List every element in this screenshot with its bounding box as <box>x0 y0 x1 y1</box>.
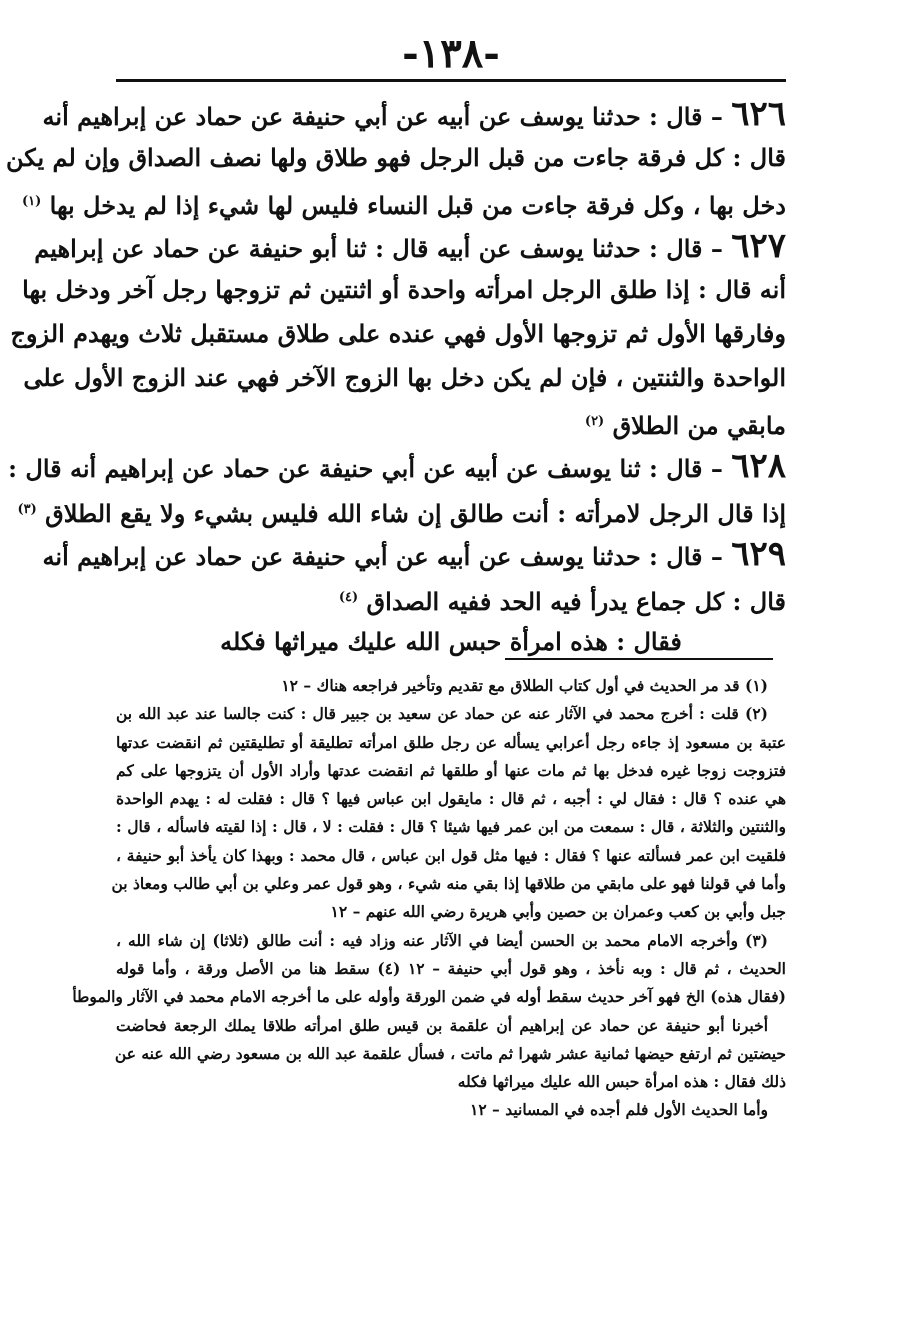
footnote-line: وأما في قولنا فهو على مابقي من طلاقها إذا بقي منه شيء ، وهو قول عمر وعلي بن أبي طالب ومعاذ بن <box>111 874 786 894</box>
hadith-number: ٦٢٨ <box>731 446 786 486</box>
hadith-number: ٦٢٧ <box>731 226 786 266</box>
footnote-rule <box>505 658 773 660</box>
footnote-line: فلقيت ابن عمر فسألته عنها ؟ فقال : فيها مثل قول ابن عباس ، قال محمد : وبهذا كان يأخذ أبو حنيفة ، <box>116 845 786 865</box>
hadith-626-line-1 <box>42 92 786 136</box>
hadith-629-line-2 <box>116 576 786 620</box>
footnote-line: فتزوجت زوجا غيره فدخل بها ثم مات عنها أو طلقها ثم انقضت عدتها وأراد الأول أن يتزوجها على كم <box>116 760 786 780</box>
hadith-628-line-1 <box>8 444 786 488</box>
footnote-marker: (٣) <box>17 502 37 517</box>
hadith-text: دخل بها ، وكل فرقة جاءت من قبل النساء فليس لها شيء إذا لم يدخل بها <box>49 191 786 220</box>
hadith-626-line-3 <box>21 180 786 224</box>
hadith-628-line-2 <box>17 488 786 532</box>
hadith-text: إذا قال الرجل لامرأته : أنت طالق إن شاء الله فليس بشيء ولا يقع الطلاق <box>45 499 786 528</box>
footnote-line: الحديث ، ثم قال : وبه نأخذ ، وهو قول أبي حنيفة – ١٢ (٤) سقط هنا من الأصل ورقة ، وأما قوله <box>116 958 786 978</box>
closing-line: فقال : هذه امرأة حبس الله عليك ميراثها فكله <box>220 627 682 656</box>
hadith-text: – قال : حدثنا يوسف عن أبيه عن أبي حنيفة عن حماد عن إبراهيم أنه <box>42 102 723 131</box>
footnote-line: ذلك فقال : هذه امرأة حبس الله عليك ميراثها فكله <box>457 1072 786 1092</box>
hadith-627-line-2: أنه قال : إذا طلق الرجل امرأته واحدة أو اثنتين ثم تزوجها رجل آخر ودخل بها <box>22 275 786 304</box>
main-text <box>6 92 786 664</box>
footnote-line: حيضتين ثم ارتفع حيضها ثمانية عشر شهرا ثم ماتت ، فسأل علقمة عبد الله بن مسعود رضي الله عنه عن <box>114 1043 786 1063</box>
footnote-line: هي عنده ؟ قال : فقال لي : أجبه ، ثم قال : مايقول ابن عباس فيها ؟ قال : فقلت له : يهدم الواحدة <box>116 789 786 809</box>
header-rule <box>116 79 786 82</box>
hadith-text: مابقي من الطلاق <box>612 411 786 440</box>
footnotes <box>72 672 786 1125</box>
footnote-line: (١) قد مر الحديث في أول كتاب الطلاق مع تقديم وتأخير فراجعه هناك – ١٢ <box>281 676 768 695</box>
footnote-line: (٣) وأخرجه الامام محمد بن الحسن أيضا في الآثار عنه وزاد فيه : أنت طالق (ثلاثا) إن شاء الله ، <box>116 930 768 950</box>
hadith-626-line-2: قال : كل فرقة جاءت من قبل الرجل فهو طلاق ولها نصف الصداق وإن لم يكن <box>6 143 786 172</box>
footnote-line: وأما الحديث الأول فلم أجده في المسانيد – ١٢ <box>470 1100 768 1120</box>
footnote-line: جبل وأبي بن كعب وعمران بن حصين وأبي هريرة رضي الله عنهم – ١٢ <box>330 902 786 922</box>
footnote-line: (٢) قلت : أخرج محمد في الآثار عنه عن حماد عن سعيد بن جبير قال : كنت جالسا عند عبد الله بن <box>116 704 768 724</box>
footnote-marker: (٢) <box>584 414 605 429</box>
page-number: -١٣٨- <box>402 30 500 77</box>
footnote-line: والثنتين والثلاثة ، قال : سمعت من ابن عمر فيها شيئا ؟ قال : فقلت : لا ، قال : إذا لقيته فاسأله ، قال : <box>116 817 786 837</box>
footnote-marker: (١) <box>21 194 42 209</box>
hadith-text: – قال : حدثنا يوسف عن أبيه قال : ثنا أبو حنيفة عن حماد عن إبراهيم <box>34 234 723 263</box>
hadith-number: ٦٢٩ <box>731 534 786 574</box>
hadith-text: – قال : حدثنا يوسف عن أبيه عن أبي حنيفة عن حماد عن إبراهيم أنه <box>42 542 723 571</box>
footnote-marker: (٤) <box>338 590 359 605</box>
hadith-text: – قال : ثنا يوسف عن أبيه عن أبي حنيفة عن حماد عن إبراهيم أنه قال : <box>8 454 723 483</box>
hadith-627-line-4: الواحدة والثنتين ، فإن لم يكن دخل بها الزوج الآخر فهي عند الزوج الأول على <box>23 363 786 392</box>
footnote-line: أخبرنا أبو حنيفة عن حماد عن إبراهيم أن علقمة بن قيس طلق امرأته طلاقا يملك الرجعة فحاضت <box>116 1015 768 1035</box>
hadith-627-line-3: وفارقها الأول ثم تزوجها الأول فهي عنده على طلاق مستقبل ثلاث ويهدم الزوج <box>10 319 786 348</box>
hadith-number: ٦٢٦ <box>731 94 786 134</box>
hadith-627-line-1 <box>34 224 786 268</box>
hadith-text: قال : كل جماع يدرأ فيه الحد ففيه الصداق <box>366 587 786 616</box>
hadith-629-line-1 <box>42 532 786 576</box>
footnote-line: (فقال هذه) الخ فهو آخر حديث سقط أوله في ضمن الورقة وأوله على ما أخرجه الامام محمد في الآثار والموطأ <box>72 987 786 1007</box>
footnote-line: عتبة بن مسعود إذ جاءه رجل أعرابي يسأله عن رجل طلق امرأته تطليقة أو تطليقتين ثم انقضت عدتها <box>116 732 786 752</box>
hadith-627-line-5 <box>116 400 786 444</box>
